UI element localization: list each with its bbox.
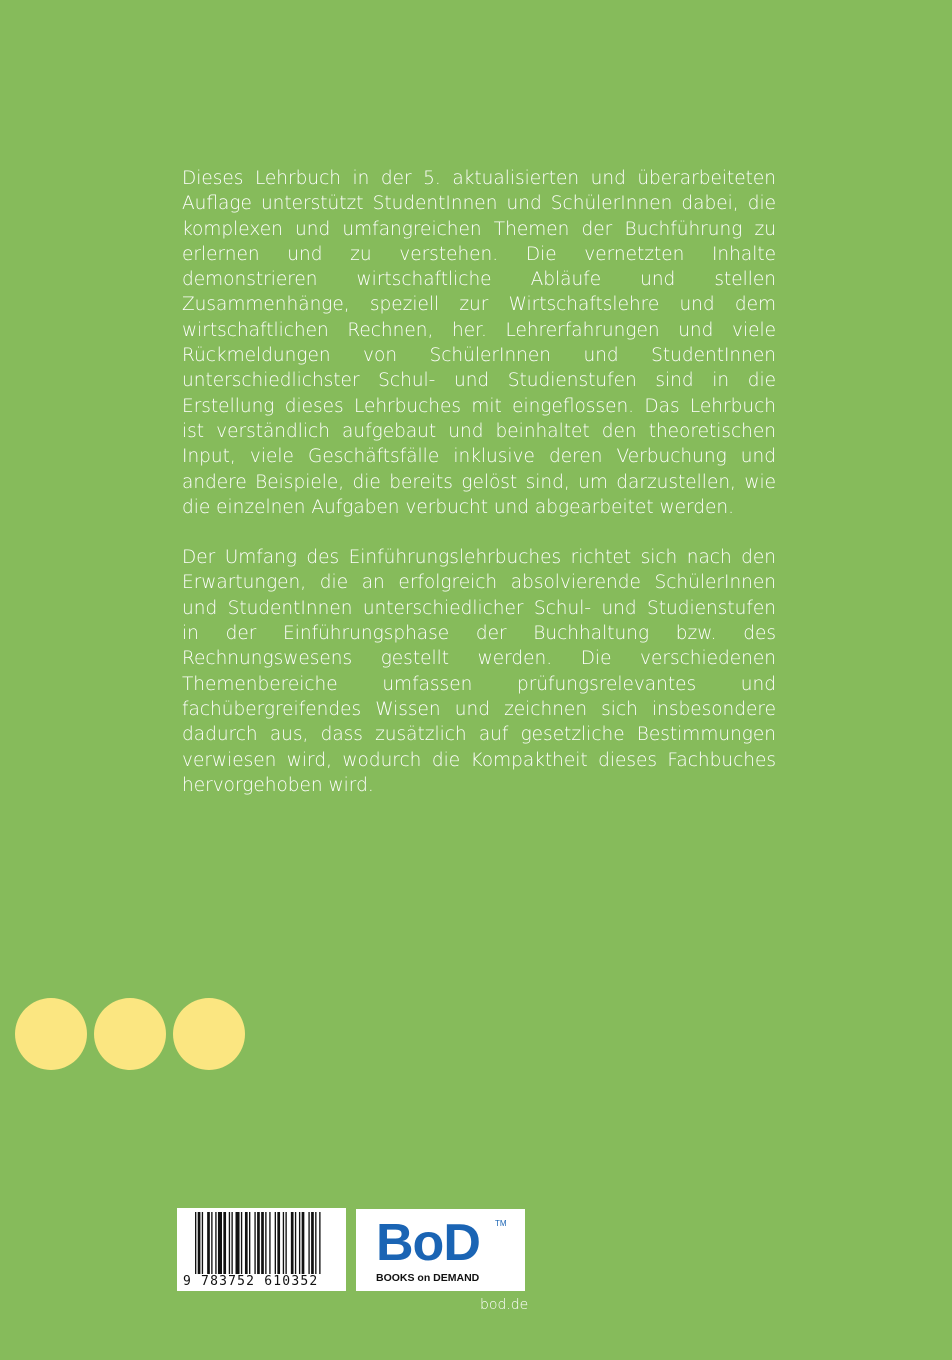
barcode-bar [254,1212,255,1274]
barcode-bar [223,1212,226,1274]
back-cover-blurb [182,166,776,823]
barcode-bar [207,1212,210,1274]
blurb-paragraph-2: Der Umfang des Einführungslehrbuches richtet sich nach den Erwartungen, die an erfolgreich absolvierende SchülerInnen und StudentInnen unterschiedlicher Schul- und Studienstufen in der Einführungsphase der Buchhaltung bzw. des Rechnungswesens gestellt werden. Die verschiedenen Themenbereiche umfassen prüfungsrelevantes und fachübergreifendes Wissen und zeichnen sich insbesondere dadurch aus, dass zusätzlich auf gesetzliche Bestimmungen verwiesen wird, wodurch die Kompaktheit dieses Fachbuches hervorgehoben wird. [182,547,776,796]
trademark-mark: TM [495,1219,507,1228]
barcode-bar [236,1212,240,1274]
decorative-dot-2 [94,998,166,1070]
barcode-bar [291,1212,294,1274]
barcode-bar [245,1212,248,1274]
barcode-bar [229,1212,230,1274]
barcode-bar [283,1212,284,1274]
blurb-paragraph-1: Dieses Lehrbuch in der 5. aktualisierten und überarbeiteten Auflage unterstützt StudentInnen und SchülerInnen dabei, die komplexen und umfangreichen Themen der Buchführung zu erlernen und zu verstehen. Die vernetzten Inhalte demonstrieren wirtschaftliche Abläufe und stellen Zusammenhänge, speziell zur Wirtschaftslehre und dem wirtschaftlichen Rechnen, her. Lehrerfahrungen und viele Rückmeldungen von SchülerInnen und StudentInnen unterschiedlichster Schul- und Studienstufen sind in die Erstellung dieses Lehrbuches mit eingeflossen. Das Lehrbuch ist verständlich aufgebaut und beinhaltet den theoretischen Input, viele Geschäftsfälle inklusive deren Verbuchung und andere Beispiele, die bereits gelöst sind, um darzustellen, wie die einzelnen Aufgaben verbucht und abgearbeitet werden. [182,168,776,518]
barcode-bar [277,1212,280,1274]
isbn-barcode [177,1208,346,1291]
isbn-number: 9 783752 610352 [183,1274,319,1289]
bod-logo: BoD [376,1214,480,1272]
publisher-url: bod.de [480,1297,529,1313]
barcode-bar [202,1212,203,1274]
barcode-bar [231,1212,232,1274]
publisher-tagline: BOOKS on DEMAND [376,1272,480,1284]
decorative-dot-3 [173,998,245,1070]
barcode-bar [241,1212,242,1274]
barcode-bar [211,1212,212,1274]
barcode-bar [198,1212,201,1274]
barcode-bars [177,1208,346,1276]
barcode-bar [215,1212,216,1274]
barcode-bar [195,1212,196,1274]
barcode-bar [269,1212,270,1274]
barcode-bar [302,1212,305,1274]
publisher-logo-box [356,1209,525,1291]
barcode-bar [257,1212,260,1274]
barcode-bar [218,1212,222,1274]
barcode-bar [249,1212,250,1274]
barcode-bar [265,1212,266,1274]
barcode-bar [299,1212,300,1274]
barcode-bar [308,1212,309,1274]
barcode-bar [319,1212,320,1274]
decorative-dot-1 [15,998,87,1070]
barcode-bar [311,1212,314,1274]
barcode-bar [295,1212,296,1274]
barcode-bar [275,1212,276,1274]
barcode-bar [261,1212,264,1274]
barcode-bar [285,1212,286,1274]
barcode-bar [315,1212,316,1274]
